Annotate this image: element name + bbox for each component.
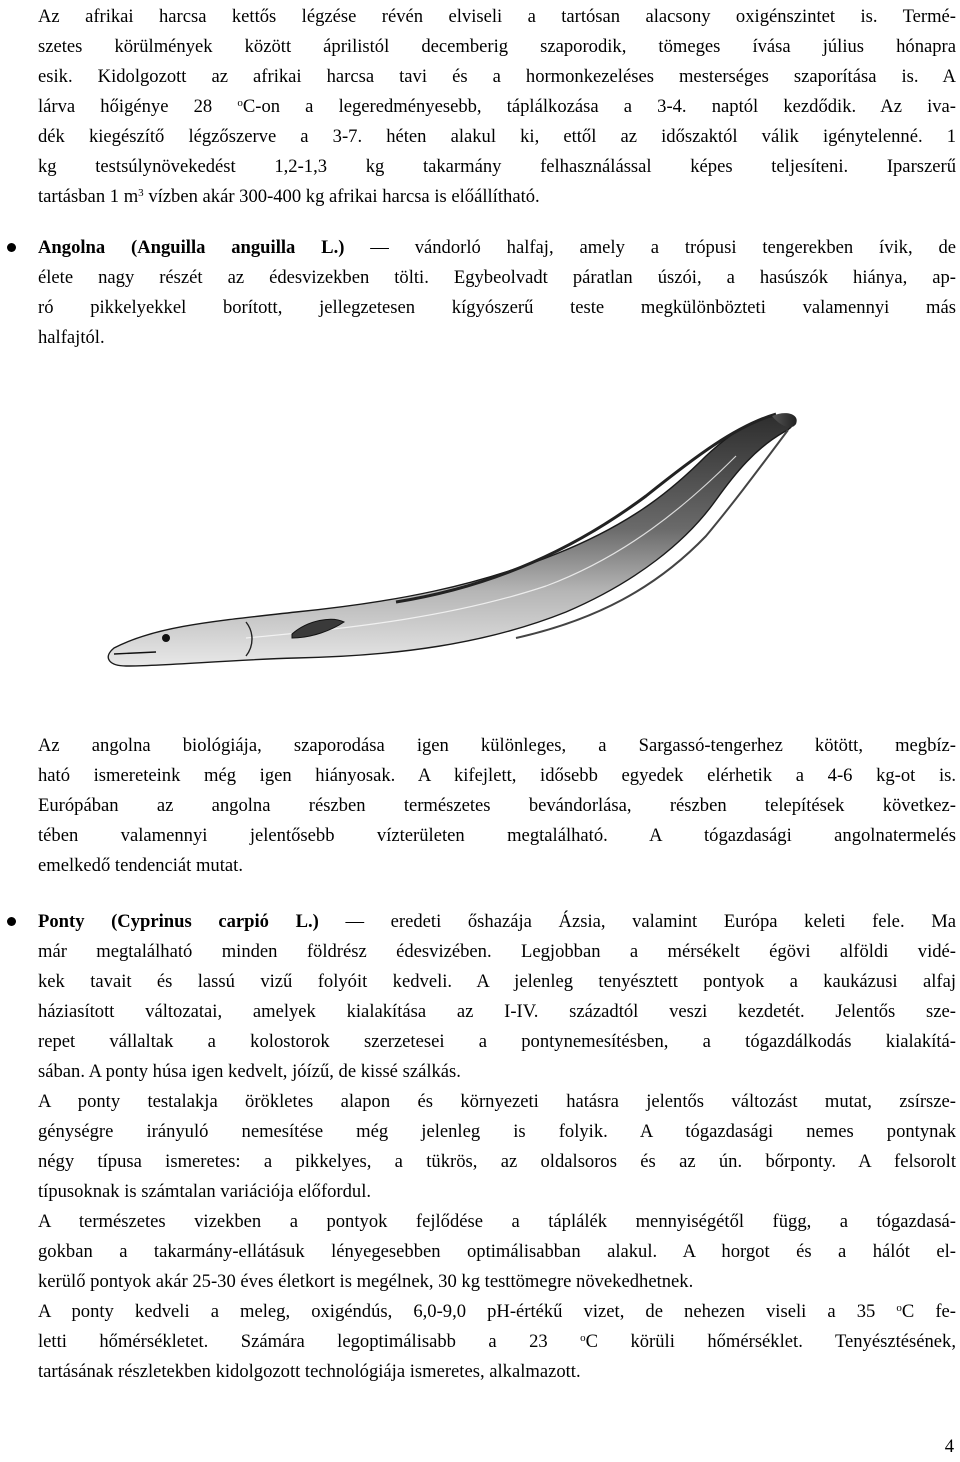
text-line: halfajtól.: [38, 327, 105, 348]
text-line: Európában az angolna részben természetes bevándorlása, részben telepítések következ-: [38, 795, 956, 816]
text-fragment: C körüli hőmérséklet. Tenyésztésének,: [585, 1331, 956, 1352]
degree-superscript: o: [580, 1332, 586, 1344]
degree-superscript: o: [896, 1302, 902, 1314]
text-line: Az angolna biológiája, szaporodása igen különleges, a Sargassó-tengerhez kötött, megbíz-: [38, 735, 956, 756]
text-line: [38, 1327, 956, 1357]
text-line: emelkedő tendenciát mutat.: [38, 855, 243, 876]
text-line: sában. A ponty húsa igen kedvelt, jóízű, de kissé szálkás.: [38, 1061, 461, 1082]
text-line: [38, 92, 956, 122]
text-line: [38, 1297, 956, 1327]
text-line: ható ismereteink még igen hiányosak. A kifejlett, idősebb egyedek elérhetik a 4-6 kg-ot is.: [38, 765, 956, 786]
text-line: már megtalálható minden földrész édesvizében. Legjobban a mérsékelt égövi alföldi vidé-: [38, 941, 956, 962]
ponty-heading: Ponty (Cyprinus carpió L.): [38, 911, 319, 932]
text-line: háziasított változatai, amelyek kialakítása az I-IV. századtól veszi kezdetét. Jelentős sze-: [38, 1001, 956, 1022]
page-number: 4: [944, 1436, 954, 1457]
text-fragment: C fe-: [901, 1301, 956, 1322]
text-line: Az afrikai harcsa kettős légzése révén elviseli a tartósan alacsony oxigénszintet is. Termé-: [38, 6, 956, 27]
angolna-paragraph: [38, 233, 956, 353]
text-fragment: C-on a legeredményesebb, táplálkozása a 3-4. naptól kezdődik. Az iva-: [242, 96, 956, 117]
text-line: repet vállaltak a kolostorok szerzetesei a pontynemesítésben, a tógazdálkodás kialakítá-: [38, 1031, 956, 1052]
text-line: [38, 233, 956, 263]
text-line: négy típusa ismeretes: a pikkelyes, a tükrös, az oldalsoros és az ún. bőrponty. A felsorolt: [38, 1151, 956, 1172]
ponty-development-paragraph: [38, 1207, 956, 1297]
ponty-body-shape-paragraph: [38, 1087, 956, 1207]
text-fragment: vízben akár 300-400 kg afrikai harcsa is előállítható.: [143, 186, 540, 207]
cube-superscript: 3: [138, 187, 144, 199]
ponty-paragraph: [38, 907, 956, 1087]
text-line: kek tavait és lassú vizű folyóit kedveli. A jelenleg tenyésztett pontyok a kaukázusi alfaj: [38, 971, 956, 992]
text-fragment: letti hőmérsékletet. Számára legoptimálisabb a 23: [38, 1331, 581, 1352]
text-line: kg testsúlynövekedést 1,2-1,3 kg takarmány felhasználással képes teljesíteni. Iparszerű: [38, 156, 956, 177]
ponty-temperature-paragraph: [38, 1297, 956, 1387]
text-line: élete nagy részét az édesvizekben tölti. Egybeolvadt páratlan úszói, a hasúszók hiánya, ap-: [38, 267, 956, 288]
text-line: A természetes vizekben a pontyok fejlődése a táplálék mennyiségétől függ, a tógazdasá-: [38, 1211, 956, 1232]
text-line: gokban a takarmány-ellátásuk lényegesebben optimálisabban alakul. A horgot és a hálót el-: [38, 1241, 956, 1262]
bullet-icon: [7, 917, 16, 926]
text-fragment: tartásban 1 m: [38, 186, 139, 207]
eel-illustration: [96, 376, 874, 682]
text-line: [38, 907, 956, 937]
text-line: típusoknak is számtalan variációja előfordul.: [38, 1181, 372, 1202]
text-line: ró pikkelyekkel borított, jellegzetesen kígyószerű teste megkülönbözteti valamennyi más: [38, 297, 956, 318]
bullet-icon: [7, 243, 16, 252]
text-line: szetes körülmények között áprilistól decemberig szaporodik, tömeges ívása július hónapra: [38, 36, 956, 57]
angolna-heading: Angolna (Anguilla anguilla L.): [38, 237, 345, 258]
angolna-biology-paragraph: [38, 731, 956, 881]
text-fragment: A ponty kedveli a meleg, oxigéndús, 6,0-9,0 pH-értékű vizet, de nehezen viseli a 35: [38, 1301, 897, 1322]
text-line: génységre irányuló nemesítése még jelenleg is folyik. A tógazdasági nemes pontynak: [38, 1121, 956, 1142]
text-line: tében valamennyi jelentősebb vízterületen megtalálható. A tógazdasági angolnatermelés: [38, 825, 956, 846]
text-line: dék kiegészítő légzőszerve a 3-7. héten alakul ki, ettől az időszaktól válik igénytelenné. 1: [38, 126, 956, 147]
text-line: tartásának részletekben kidolgozott technológiája ismeretes, alkalmazott.: [38, 1361, 581, 1382]
text-fragment: ― eredeti őshazája Ázsia, valamint Európa keleti fele. Ma: [318, 911, 957, 932]
text-line: A ponty testalakja örökletes alapon és környezeti hatásra jelentős változást mutat, zsírsze-: [38, 1091, 956, 1112]
text-fragment: lárva hőigénye 28: [38, 96, 238, 117]
degree-superscript: o: [237, 97, 243, 109]
text-line: kerülő pontyok akár 25-30 éves életkort is megélnek, 30 kg testtömegre növekedhetnek.: [38, 1271, 694, 1292]
african-catfish-paragraph: [38, 2, 956, 212]
text-line: [38, 182, 956, 212]
text-line: esik. Kidolgozott az afrikai harcsa tavi és a hormonkezeléses mesterséges szaporítása is. A: [38, 66, 956, 87]
text-fragment: ― vándorló halfaj, amely a trópusi tengerekben ívik, de: [344, 237, 957, 258]
